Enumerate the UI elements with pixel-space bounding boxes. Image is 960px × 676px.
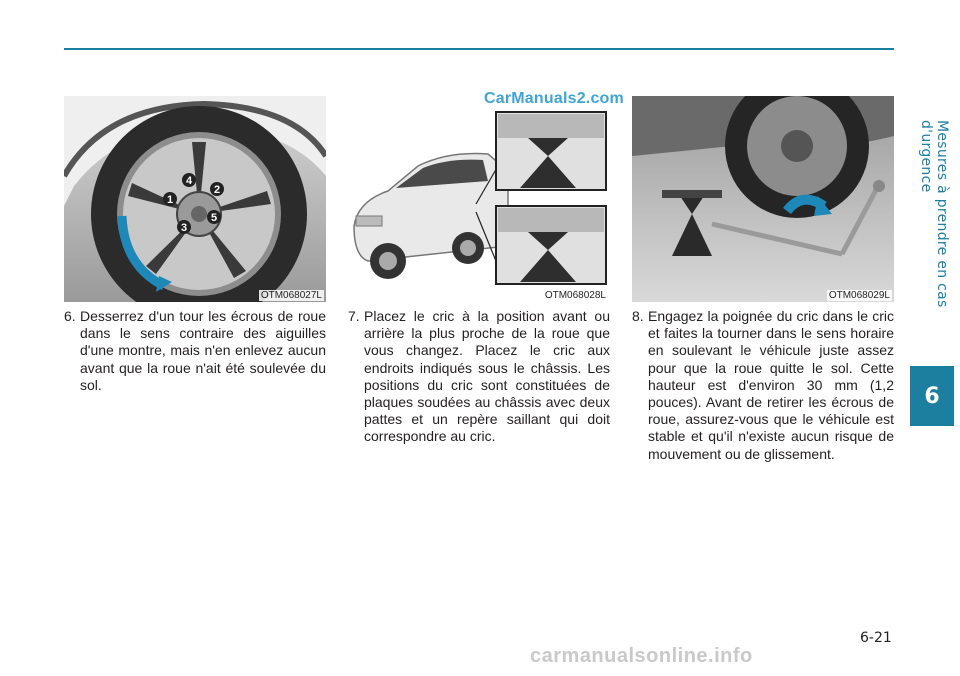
page-number: 6-21 (860, 630, 892, 646)
figure-jack-handle (632, 96, 894, 302)
header-rule (64, 48, 894, 50)
lug-label-4: 4 (185, 175, 193, 187)
step-text: Placez le cric à la position avant ou arrière la plus proche de la roue que vous changez. Placez le cric aux endroits indiqués sous le châssis. Les positions du cric sont constituées de plaques soudées au châssis avec deux pattes et un repère saillant qui doit correspondre au cric. (364, 308, 610, 445)
figure-code: OTM068027L (260, 290, 322, 301)
lug-label-3: 3 (180, 222, 188, 234)
step-text: Desserrez d'un tour les écrous de roue dans le sens contraire des aiguilles d'une montre, mais n'en enlevez aucun avant que la roue n'ait été soulevée du sol. (80, 308, 326, 393)
figure-jack-positions (348, 96, 610, 302)
step-number: 8. (632, 308, 644, 324)
step-text: Engagez la poignée du cric dans le cric et faites la tourner dans le sens horaire en soulevant le véhicule juste assez pour que la roue quitte le sol. Cette hauteur est d'environ 30 mm (1,2 pouces). Avant de retirer les écrous de roue, assurez-vous que le véhicule est stable et qu'il n'existe aucun risque de mouvement ou de glissement. (648, 308, 894, 462)
lug-label-1: 1 (166, 194, 174, 206)
figure-code: OTM068028L (544, 290, 606, 301)
watermark-bottom: carmanualsonline.info (530, 645, 753, 667)
figure-wheel-lug-nuts (64, 96, 326, 302)
step-6 (64, 308, 326, 394)
step-8 (632, 308, 894, 463)
step-number: 7. (348, 308, 360, 324)
watermark-top: CarManuals2.com (484, 90, 624, 107)
step-7 (348, 308, 610, 446)
chapter-tab: 6 (910, 366, 954, 426)
figure-code: OTM068029L (828, 290, 890, 301)
wheel-illustration (64, 96, 326, 302)
lug-label-5: 5 (210, 212, 218, 224)
jack-positions-illustration (348, 96, 610, 302)
jack-handle-illustration (632, 96, 894, 302)
lug-label-2: 2 (213, 184, 221, 196)
section-title: Mesures à prendre en cas d'urgence (918, 120, 950, 308)
step-number: 6. (64, 308, 76, 324)
